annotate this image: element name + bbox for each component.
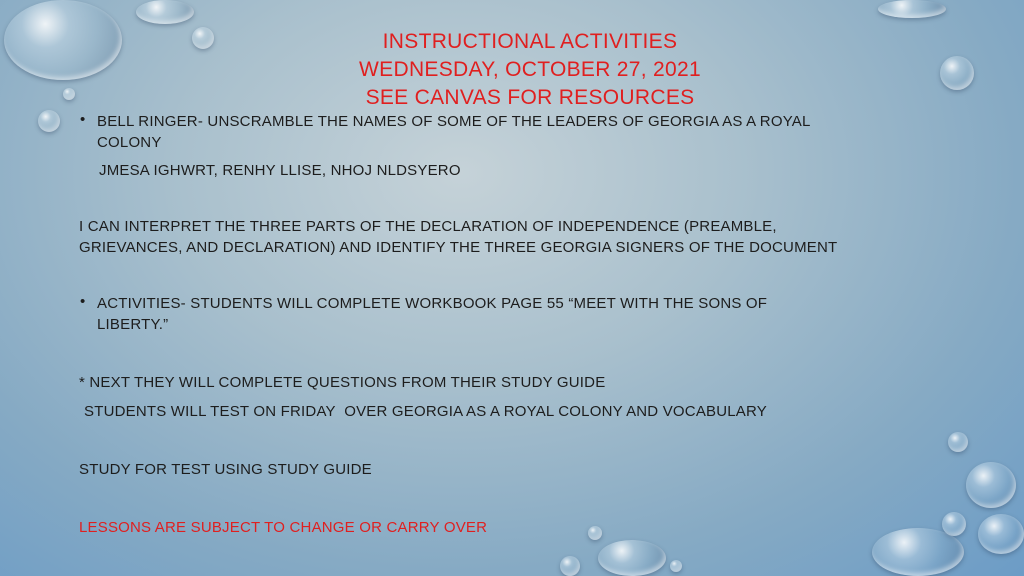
- water-drop-icon: [966, 462, 1016, 508]
- activities-text: ACTIVITIES- STUDENTS WILL COMPLETE WORKBOOK PAGE 55 “MEET WITH THE SONS OF LIBERTY.”: [97, 295, 768, 333]
- water-drop-icon: [978, 514, 1024, 554]
- learning-target: I CAN INTERPRET THE THREE PARTS OF THE DECLARATION OF INDEPENDENCE (PREAMBLE, GRIEVANCES, AND DECLARATION) AND IDENTIFY THE THREE GEORGIA SIGNERS OF THE DOCUMENT: [79, 218, 838, 256]
- water-drop-icon: [948, 432, 968, 452]
- next-step-text: * NEXT THEY WILL COMPLETE QUESTIONS FROM THEIR STUDY GUIDE: [79, 374, 606, 391]
- water-drop-icon: [872, 528, 964, 576]
- scrambled-names: JMESA IGHWRT, RENHY LLISE, NHOJ NLDSYERO: [99, 162, 461, 179]
- bullet-icon: •: [80, 293, 86, 310]
- water-drop-icon: [878, 0, 946, 18]
- test-notice-text: STUDENTS WILL TEST ON FRIDAY OVER GEORGIA AS A ROYAL COLONY AND VOCABULARY: [84, 403, 767, 420]
- water-drop-icon: [598, 540, 666, 576]
- bell-ringer-text: BELL RINGER- UNSCRAMBLE THE NAMES OF SOME OF THE LEADERS OF GEORGIA AS A ROYAL COLONY: [97, 113, 810, 151]
- water-drop-icon: [670, 560, 682, 572]
- water-drop-icon: [38, 110, 60, 132]
- water-drop-icon: [940, 56, 974, 90]
- water-drop-icon: [63, 88, 75, 100]
- title-line-1: INSTRUCTIONAL ACTIVITIES: [382, 30, 678, 53]
- title-line-2: WEDNESDAY, OCTOBER 27, 2021: [359, 58, 701, 81]
- water-drop-icon: [588, 526, 602, 540]
- change-notice: LESSONS ARE SUBJECT TO CHANGE OR CARRY OVER: [79, 519, 488, 536]
- water-drop-icon: [192, 27, 214, 49]
- water-drop-icon: [560, 556, 580, 576]
- bullet-icon: •: [80, 111, 86, 128]
- study-text: STUDY FOR TEST USING STUDY GUIDE: [79, 461, 372, 478]
- title-line-3: SEE CANVAS FOR RESOURCES: [365, 86, 695, 109]
- water-drop-icon: [4, 0, 122, 80]
- water-drop-icon: [136, 0, 194, 24]
- slide-title: [300, 28, 760, 112]
